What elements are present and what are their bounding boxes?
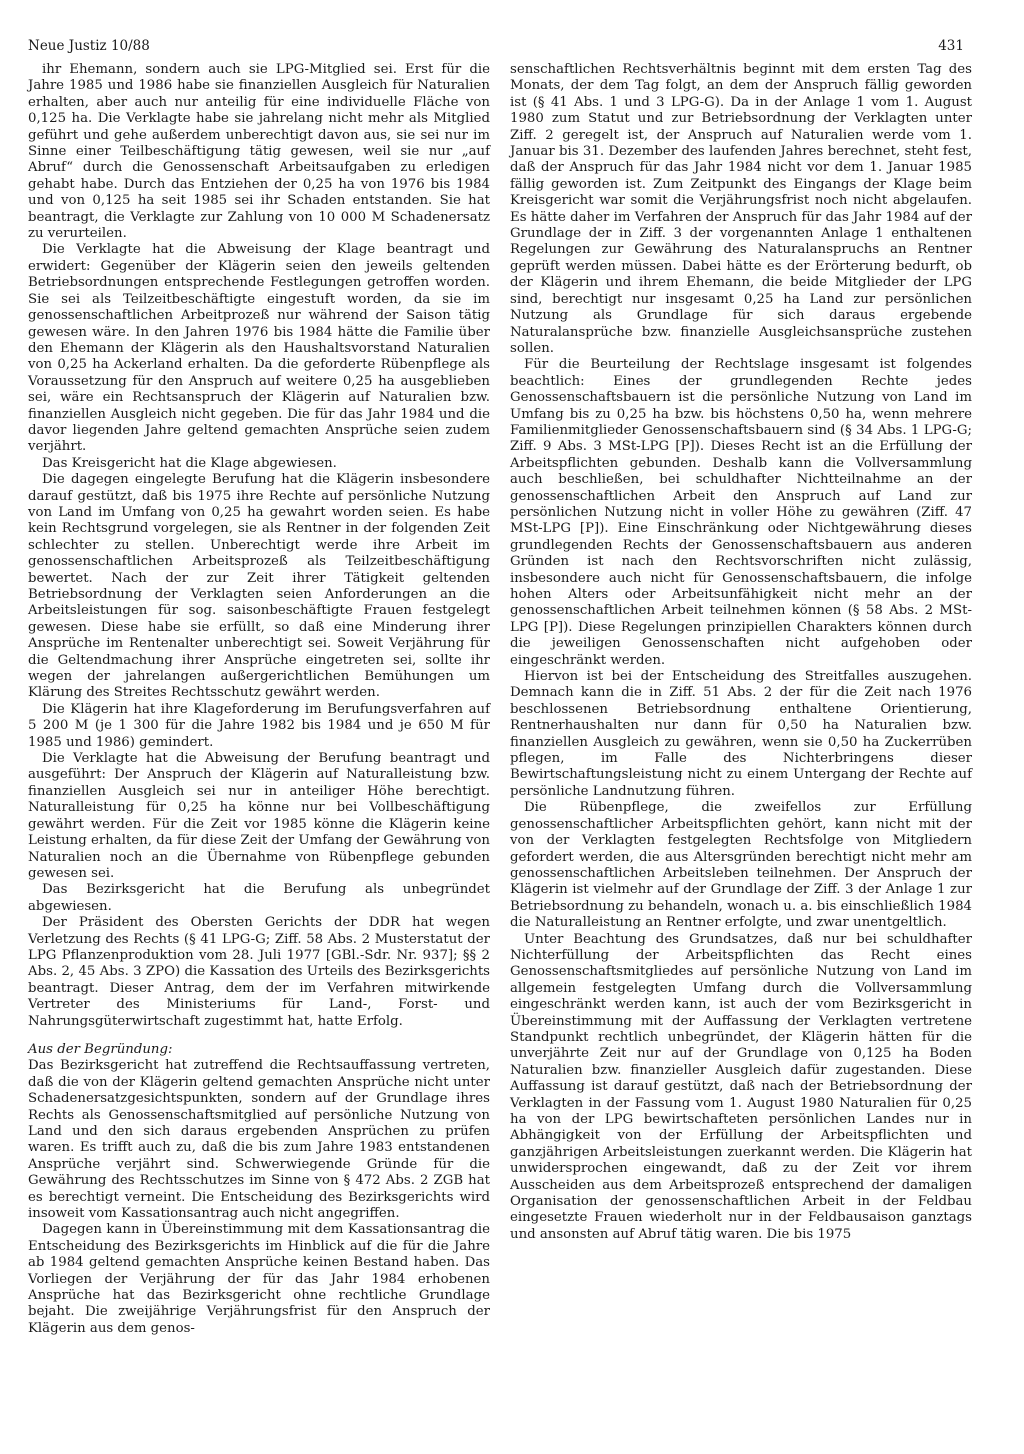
journal-title: Neue Justiz 10/88 [28, 38, 150, 54]
right-column [510, 62, 972, 1243]
paragraph: Hiervon ist bei der Entscheidung des Streitfalles auszugehen. Demnach kann die in Ziff. 51 Abs. 2 der für die Zeit nach 1976 beschlossenen Betriebsordnung enthaltene Orientierung, Rentnerhaushalten nur dann für 0,50 ha Naturalien bzw. finanziellen Ausgleich zu gewähren, wenn sie 0,50 ha Zuckerrüben pflegen, im Falle des Nichterbringens dieser Bewirtschaftungsleistung nicht zu einem Untergang der Rechte auf persönliche Landnutzung führen. [510, 669, 972, 799]
paragraph: Unter Beachtung des Grundsatzes, daß nur bei schuldhafter Nichterfüllung der Arbeitspflichten das Recht eines Genossenschaftsmitgliedes auf persönliche Nutzung von Land im allgemein festgelegten Umfang durch die Vollversammlung eingeschränkt werden kann, ist auch der vom Bezirksgericht in Übereinstimmung mit der Auffassung der Verklagten vertretene Standpunkt rechtlich unbegründet, der Klägerin hätten für die unverjährte Zeit nur auf der Grundlage von 0,125 ha Boden Naturalien bzw. finanzieller Ausgleich dafür zugestanden. Diese Auffassung ist darauf gestützt, daß nach der Betriebsordnung der Verklagten in der Fassung vom 1. August 1980 Naturalien für 0,25 ha von der LPG bewirtschafteten persönlichen Landes nur in Abhängigkeit von der Erfüllung der Arbeitspflichten und ganzjährigen Arbeitsleistungen zuerkannt werden. Die Klägerin hat unwidersprochen eingewandt, daß zu der Zeit vor ihrem Ausscheiden aus dem Arbeitsprozeß entsprechend der damaligen Organisation der genossenschaftlichen Arbeit in der Feldbau eingesetzte Frauen wiederholt nur in der Feldbausaison ganztags und ansonsten auf Abruf tätig waren. Die bis 1975 [510, 931, 972, 1242]
page-number: 431 [938, 38, 964, 54]
paragraph: Der Präsident des Obersten Gerichts der DDR hat wegen Verletzung des Rechts (§ 41 LPG-G; Ziff. 58 Abs. 2 Musterstatut der LPG Pflanzenproduktion vom 28. Juli 1977 [GBl.-Sdr. Nr. 937]; §§ 2 Abs. 2, 45 Abs. 3 ZPO) die Kassation des Urteils des Bezirksgerichts beantragt. Dieser Antrag, dem der im Verfahren mitwirkende Vertreter des Ministeriums für Land-, Forst- und Nahrungsgüterwirtschaft zugestimmt hat, hatte Erfolg. [28, 915, 490, 1029]
left-column [28, 62, 490, 1337]
paragraph: Dagegen kann in Übereinstimmung mit dem Kassationsantrag die Entscheidung des Bezirksgerichts im Hinblick auf die für die Jahre ab 1984 geltend gemachten Ansprüche keinen Bestand haben. Das Vorliegen der Verjährung der für das Jahr 1984 erhobenen Ansprüche hat das Bezirksgericht ohne rechtliche Grundlage bejaht. Die zweijährige Verjährungsfrist für den Anspruch der Klägerin aus dem genos- [28, 1222, 490, 1336]
paragraph: Das Kreisgericht hat die Klage abgewiesen. [42, 455, 337, 471]
paragraph: Die Verklagte hat die Abweisung der Klage beantragt und erwidert: Gegenüber der Klägerin seien den jeweils geltenden Betriebsordnungen entsprechende Festlegungen getroffen worden. Sie sei als Teilzeitbeschäftigte eingestuft worden, da sie im genossenschaftlichen Arbeitprozeß nur während der Saison tätig gewesen wäre. In den Jahren 1976 bis 1984 hätte die Familie über den Ehemann der Klägerin als den Haushaltsvorstand Naturalien von 0,25 ha Ackerland erhalten. Da die geforderte Rübenpflege als Voraussetzung für den Anspruch auf weitere 0,25 ha ausgeblieben sei, wäre ein Rechtsanspruch der Klägerin auf Naturalien bzw. finanziellen Ausgleich nicht gegeben. Die für das Jahr 1984 und die davor liegenden Jahre geltend gemachten Ansprüche seien zudem verjährt. [28, 242, 490, 455]
paragraph: Das Bezirksgericht hat die Berufung als unbegründet abgewiesen. [28, 882, 490, 914]
paragraph: Für die Beurteilung der Rechtslage insgesamt ist folgendes beachtlich: Eines der grundlegenden Rechte jedes Genossenschaftsbauern ist die persönliche Nutzung von Land im Umfang bis zu 0,25 ha bzw. bis höchstens 0,50 ha, wenn mehrere Familienmitglieder Genossenschaftsbauern sind (§ 34 Abs. 1 LPG-G; Ziff. 9 Abs. 3 MSt-LPG [P]). Dieses Recht ist an die Erfüllung der Arbeitspflichten gebunden. Deshalb kann die Vollversammlung auch beschließen, bei schuldhafter Nichtteilnahme an der genossenschaftlichen Arbeit den Anspruch auf Land zur persönlichen Nutzung nicht in voller Höhe zu gewähren (Ziff. 47 MSt-LPG [P]). Eine Einschränkung oder Nichtgewährung dieses grundlegenden Rechts der Genossenschaftsbauern aus anderen Gründen ist nach den Rechtsvorschriften nicht zulässig, insbesondere auch nicht für Genossenschaftsbauern, die infolge hohen Alters oder Arbeitsunfähigkeit nicht mehr an der genossenschaftlichen Arbeit teilnehmen können (§ 58 Abs. 2 MSt-LPG [P]). Diese Regelungen prinzipiellen Charakters können durch die jeweiligen Genossenschaften nicht aufgehoben oder eingeschränkt werden. [510, 357, 972, 668]
paragraph: Die Verklagte hat die Abweisung der Berufung beantragt und ausgeführt: Der Anspruch der Klägerin auf Naturalleistung bzw. finanziellen Ausgleich sei nur in anteiliger Höhe berechtigt. Naturalleistung für 0,25 ha könne nur bei Vollbeschäftigung gewährt werden. Für die Zeit vor 1985 könne die Klägerin keine Leistung erhalten, da für diese Zeit der Umfang der Gewährung von Naturalien noch an die Übernahme von Rübenpflege gebunden gewesen sei. [28, 751, 490, 881]
paragraph: ihr Ehemann, sondern auch sie LPG-Mitglied sei. Erst für die Jahre 1985 und 1986 habe sie finanziellen Ausgleich für Naturalien erhalten, aber auch nur anteilig für eine individuelle Fläche von 0,125 ha. Die Verklagte habe sie jahrelang nicht mehr als Mitglied geführt und gehe außerdem unberechtigt davon aus, sie sei nur im Sinne einer Teilbeschäftigung tätig gewesen, weil sie nur „auf Abruf“ durch die Genossenschaft Arbeitsaufgaben zu erledigen gehabt habe. Durch das Entziehen der 0,25 ha von 1976 bis 1984 und von 0,125 ha seit 1985 sei ihr Schaden entstanden. Sie hat beantragt, die Verklagte zur Zahlung von 10 000 M Schadenersatz zu verurteilen. [28, 62, 490, 242]
paragraph: Die dagegen eingelegte Berufung hat die Klägerin insbesondere darauf gestützt, daß bis 1975 ihre Rechte auf persönliche Nutzung von Land im Umfang von 0,25 ha gewahrt worden seien. Es habe kein Rechtsgrund vorgelegen, sie als Rentner in der folgenden Zeit schlechter zu stellen. Unberechtigt werde ihre Arbeit im genossenschaftlichen Arbeitsprozeß als Teilzeitbeschäftigung bewertet. Nach der zur Zeit ihrer Tätigkeit geltenden Betriebsordnung der Verklagten seien Anforderungen an die Arbeitsleistungen für sog. saisonbeschäftigte Frauen festgelegt gewesen. Diese habe sie erfüllt, so daß eine Minderung ihrer Ansprüche im Rentenalter unberechtigt sei. Soweit Verjährung für die Geltendmachung ihrer Ansprüche eingetreten sei, sollte ihr wegen der jahrelangen außergerichtlichen Bemühungen um Klärung des Streites Rechtsschutz gewährt werden. [28, 472, 490, 701]
paragraph: Das Bezirksgericht hat zutreffend die Rechtsauffassung vertreten, daß die von der Klägerin geltend gemachten Ansprüche nicht unter Schadenersatzgesichtspunkten, sondern auf der Grundlage ihres Rechts als Genossenschaftsmitglied auf persönliche Nutzung von Land und den sich daraus ergebenden Ansprüchen zu prüfen waren. Es trifft auch zu, daß die bis zum Jahre 1983 entstandenen Ansprüche verjährt sind. Schwerwiegende Gründe für die Gewährung des Rechtsschutzes im Sinne von § 472 Abs. 2 ZGB hat es berechtigt verneint. Die Entscheidung des Bezirksgerichts wird insoweit vom Kassationsantrag auch nicht angegriffen. [28, 1058, 490, 1222]
section-heading: Aus der Begründung: [28, 1041, 173, 1057]
paragraph: Die Klägerin hat ihre Klageforderung im Berufungsverfahren auf 5 200 M (je 1 300 für die Jahre 1982 bis 1984 und je 650 M für 1985 und 1986) gemindert. [28, 701, 490, 750]
paragraph: senschaftlichen Rechtsverhältnis beginnt mit dem ersten Tag des Monats, der dem Tag folgt, an dem der Anspruch fällig geworden ist (§ 41 Abs. 1 und 3 LPG-G). Da in der Anlage 1 vom 1. August 1980 zum Statut und zur Betriebsordnung der Verklagten unter Ziff. 2 geregelt ist, der Anspruch auf Naturalien werde vom 1. Januar bis 31. Dezember des laufenden Jahres berechnet, steht fest, daß der Anspruch für das Jahr 1984 nicht vor dem 1. Januar 1985 fällig geworden ist. Zum Zeitpunkt des Eingangs der Klage beim Kreisgericht war somit die Verjährungsfrist noch nicht abgelaufen. Es hätte daher im Verfahren der Anspruch für das Jahr 1984 auf der Grundlage der in Ziff. 3 der vorgenannten Anlage 1 enthaltenen Regelungen zur Gewährung des Naturalanspruchs an Rentner geprüft werden müssen. Dabei hätte es der Erörterung bedurft, ob der Klägerin und ihrem Ehemann, die beide Mitglieder der LPG sind, berechtigt nur insgesamt 0,25 ha Land zur persönlichen Nutzung als Grundlage für sich daraus ergebende Naturalansprüche bzw. finanzielle Ausgleichsansprüche zustehen sollen. [510, 62, 972, 356]
page-header [28, 38, 964, 54]
paragraph: Die Rübenpflege, die zweifellos zur Erfüllung genossenschaftlicher Arbeitspflichten gehört, kann nicht mit der von der Verklagten festgelegten Rechtsfolge von Mitgliedern gefordert werden, die aus Altersgründen berechtigt nicht mehr am genossenschaftlichen Arbeitsleben teilnehmen. Der Anspruch der Klägerin ist vielmehr auf der Grundlage der Ziff. 3 der Anlage 1 zur Betriebsordnung zu behandeln, wonach u. a. bis einschließlich 1984 die Naturalleistung an Rentner erfolgte, und zwar unentgeltlich. [510, 800, 972, 931]
